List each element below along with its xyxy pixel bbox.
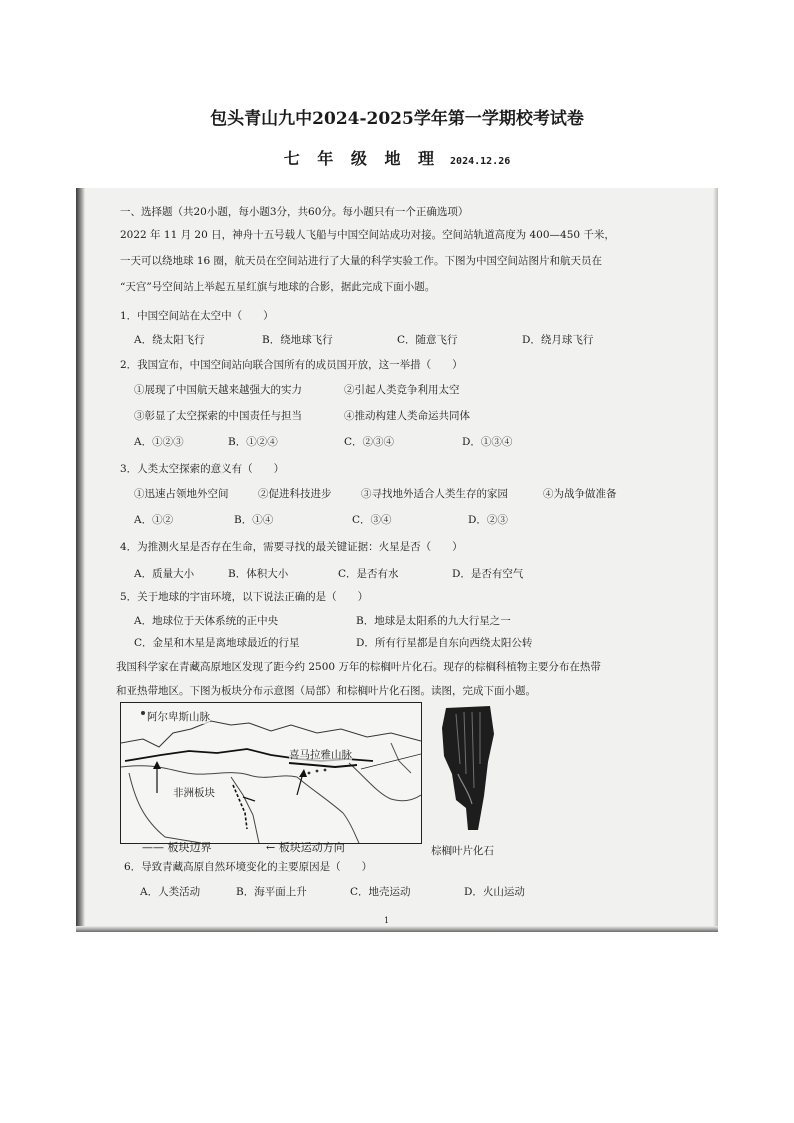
plate-map — [120, 702, 422, 844]
q4-option-b[interactable]: B．体积大小 — [228, 568, 289, 580]
scan-shadow-left — [76, 188, 85, 932]
himalaya-label: 喜马拉雅山脉 — [289, 749, 352, 761]
q1-option-d[interactable]: D．绕月球飞行 — [522, 334, 594, 346]
question-6-stem: 6．导致青藏高原自然环境变化的主要原因是（ ） — [124, 861, 373, 873]
legend-plate-boundary — [142, 839, 212, 855]
question-5-stem: 5．关于地球的宇宙环境，以下说法正确的是（ ） — [120, 591, 369, 603]
q1-option-a[interactable]: A．绕太阳飞行 — [134, 334, 205, 346]
q6-option-b[interactable]: B．海平面上升 — [236, 886, 307, 898]
exam-title: 包头青山九中2024-2025学年第一学期校考试卷 — [210, 109, 584, 129]
q2-statement-1: ①展现了中国航天越来越强大的实力 — [134, 384, 302, 396]
motion-arrow-icon: ← — [266, 841, 276, 854]
q6-option-d[interactable]: D．火山运动 — [464, 886, 525, 898]
fossil-caption: 棕榈叶片化石 — [431, 845, 494, 857]
q6-option-a[interactable]: A．人类活动 — [140, 886, 201, 898]
q5-option-b[interactable]: B．地球是太阳系的九大行星之一 — [356, 615, 511, 627]
page-number: 1 — [384, 916, 390, 925]
q3-option-d[interactable]: D．②③ — [468, 514, 508, 526]
passage2-line-1: 我国科学家在青藏高原地区发现了距今约 2500 万年的棕榈叶片化石。现存的棕榈科植物主要分布在热带 — [116, 661, 601, 673]
q1-option-b[interactable]: B．绕地球飞行 — [262, 334, 333, 346]
q3-statement-4: ④为战争做准备 — [543, 488, 617, 500]
q5-option-a[interactable]: A．地球位于天体系统的正中央 — [134, 615, 279, 627]
subject-label: 七 年 级 地 理 — [283, 149, 441, 168]
q4-option-c[interactable]: C．是否有水 — [338, 568, 399, 580]
q5-option-c[interactable]: C．金星和木星是离地球最近的行星 — [134, 637, 300, 649]
q1-option-c[interactable]: C．随意飞行 — [397, 334, 458, 346]
palm-leaf-fossil-image — [438, 704, 498, 832]
q3-statement-3: ③寻找地外适合人类生存的家园 — [361, 488, 508, 500]
scan-shadow-bottom — [76, 926, 718, 932]
q3-option-b[interactable]: B．①④ — [234, 514, 274, 526]
passage2-line-2: 和亚热带地区。下图为板块分布示意图（局部）和棕榈叶片化石图。读图，完成下面小题。 — [116, 685, 536, 697]
exam-date: 2024.12.26 — [450, 156, 511, 167]
section-heading: 一、选择题（共20小题，每小题3分，共60分。每小题只有一个正确选项） — [120, 206, 469, 218]
q2-statement-2: ②引起人类竞争利用太空 — [344, 384, 460, 396]
scanned-page — [76, 188, 718, 932]
intro-line-2: 一天可以绕地球 16 圈，航天员在空间站进行了大量的科学实验工作。下图为中国空间站图片和航天员在 — [120, 255, 603, 267]
boundary-line-icon: —— — [142, 841, 164, 854]
exam-subtitle — [0, 146, 794, 169]
intro-line-3: “天宫”号空间站上举起五星红旗与地球的合影，据此完成下面小题。 — [120, 281, 436, 293]
question-1-stem: 1．中国空间站在太空中（ ） — [120, 310, 274, 322]
scan-shadow-right — [713, 188, 718, 932]
africa-plate-label: 非洲板块 — [173, 787, 215, 799]
plate-map-drawing — [121, 703, 421, 843]
legend-boundary-label: 板块边界 — [167, 841, 212, 854]
question-2-stem: 2．我国宣布，中国空间站向联合国所有的成员国开放，这一举措（ ） — [120, 359, 463, 371]
q3-option-c[interactable]: C．③④ — [352, 514, 392, 526]
q3-statement-2: ②促进科技进步 — [258, 488, 332, 500]
legend-motion-label: 板块运动方向 — [278, 841, 345, 854]
q6-option-c[interactable]: C．地壳运动 — [350, 886, 411, 898]
question-4-stem: 4．为推测火星是否存在生命，需要寻找的最关键证据：火星是否（ ） — [120, 541, 463, 553]
q5-option-d[interactable]: D．所有行星都是自东向西绕太阳公转 — [356, 637, 533, 649]
q4-option-a[interactable]: A．质量大小 — [134, 568, 195, 580]
q2-option-a[interactable]: A．①②③ — [134, 436, 184, 448]
intro-line-1: 2022 年 11 月 20 日，神舟十五号载人飞船与中国空间站成功对接。空间站轨道高度为 400—450 千米， — [120, 229, 615, 241]
q2-option-c[interactable]: C．②③④ — [344, 436, 395, 448]
q2-statement-3: ③彰显了太空探索的中国责任与担当 — [134, 410, 302, 422]
q3-option-a[interactable]: A．①② — [134, 514, 174, 526]
q2-option-b[interactable]: B．①②④ — [228, 436, 278, 448]
q4-option-d[interactable]: D．是否有空气 — [452, 568, 524, 580]
q2-statement-4: ④推动构建人类命运共同体 — [344, 410, 470, 422]
alps-label: 阿尔卑斯山脉 — [147, 711, 210, 723]
legend-plate-motion — [266, 839, 345, 855]
q3-statement-1: ①迅速占领地外空间 — [134, 488, 229, 500]
question-3-stem: 3．人类太空探索的意义有（ ） — [120, 463, 285, 475]
q2-option-d[interactable]: D．①③④ — [462, 436, 513, 448]
